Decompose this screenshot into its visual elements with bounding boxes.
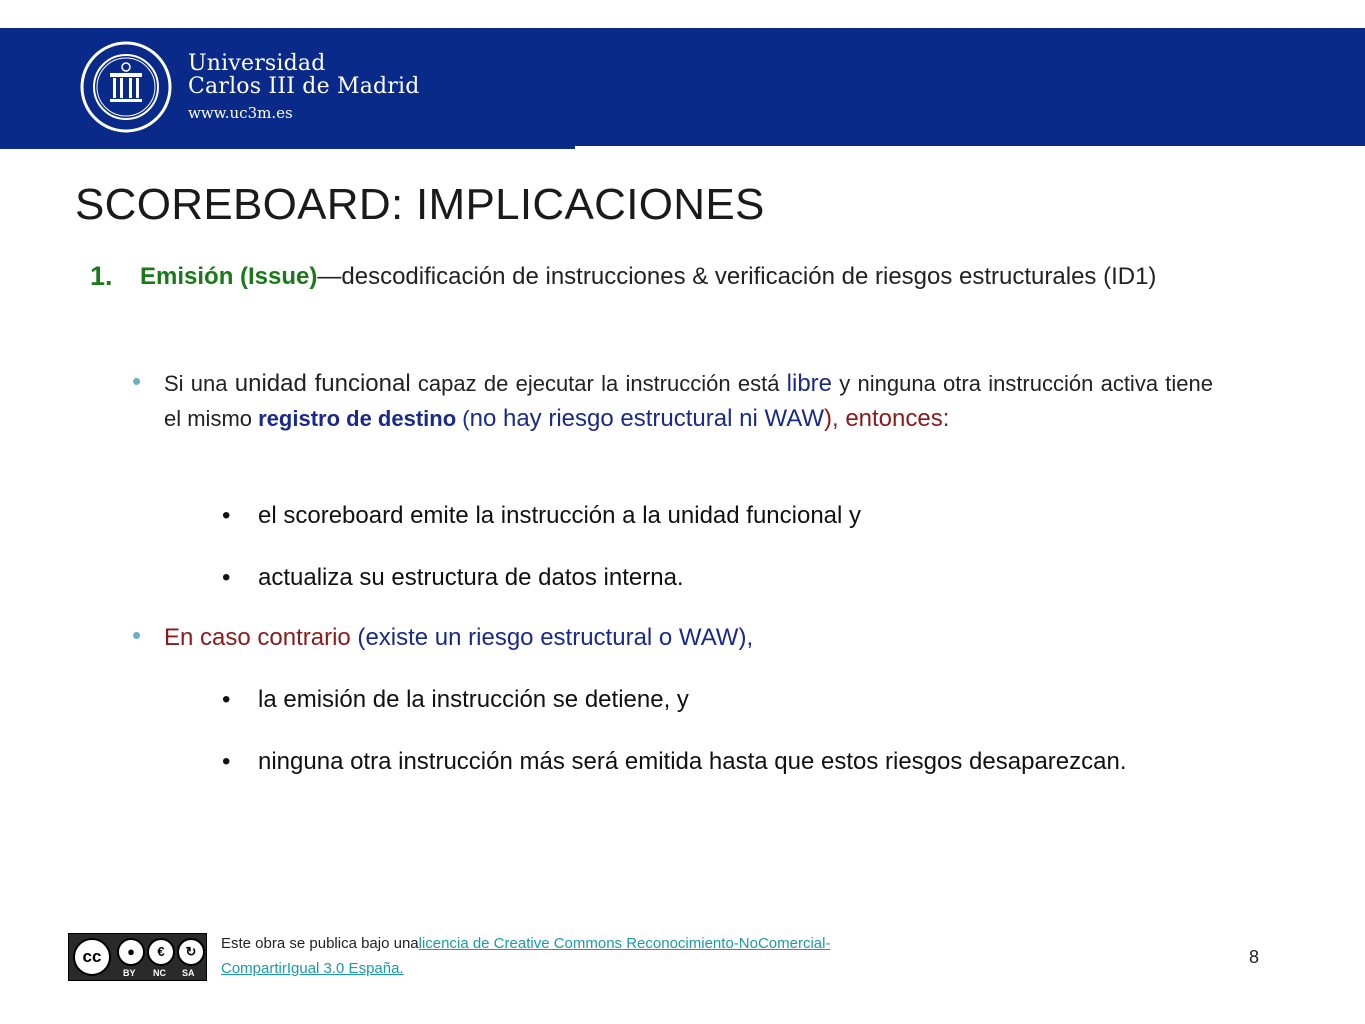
license-prefix: Este obra se publica bajo una [221, 935, 419, 952]
license-text [221, 931, 921, 981]
bullet1-text-c: y ninguna otra instrucción activa tiene el mismo [164, 371, 1214, 431]
bullet-dot-icon: • [132, 366, 142, 396]
bullet2-paren-close: ), [738, 624, 754, 651]
license-link[interactable]: licencia de Creative Commons Reconocimiento-NoComercial-CompartirIgual 3.0 España. [221, 935, 831, 977]
header-underline [0, 146, 575, 149]
bullet1-text-a: Si una [164, 371, 235, 396]
bullet2-en-caso: En caso contrario [164, 624, 351, 651]
slide-title: SCOREBOARD: IMPLICACIONES [75, 180, 765, 229]
sub-bullet-3-text: la emisión de la instrucción se detiene, y [258, 686, 689, 713]
bullet1-no-riesgo: no hay riesgo estructural ni WAW [469, 405, 824, 432]
cc-license-badge[interactable] [68, 933, 207, 981]
sub-bullet-4-text: ninguna otra instrucción más será emitida hasta que estos riesgos desaparezcan. [258, 748, 1127, 775]
sub-bullet-2 [222, 560, 1212, 595]
item1-heading: Emisión (Issue) [140, 263, 318, 290]
bullet2-riesgo: existe un riesgo estructural o WAW [365, 624, 739, 651]
cc-label-sa: SA [182, 968, 195, 978]
bullet1-text-b: capaz de ejecutar la instrucción está [410, 371, 787, 396]
sharealike-icon: ↻ [177, 938, 205, 966]
item1-paragraph [90, 258, 1213, 295]
sub-bullet-1-text: el scoreboard emite la instrucción a la unidad funcional y [258, 502, 862, 529]
cc-label-nc: NC [153, 968, 166, 978]
sub-bullet-icon: • [222, 502, 231, 529]
item1-text: —descodificación de instrucciones & verificación de riesgos estructurales (ID1) [317, 263, 1157, 290]
bullet1-paragraph [132, 366, 1213, 436]
sub-bullet-icon: • [222, 748, 231, 775]
noncommercial-icon: € [147, 938, 175, 966]
item1-number: 1. [90, 261, 113, 291]
sub-bullet-2-text: actualiza su estructura de datos interna. [258, 564, 684, 591]
sub-bullet-icon: • [222, 686, 231, 713]
university-line2: Carlos III de Madrid [188, 74, 420, 100]
cc-icon: cc [73, 938, 111, 976]
university-name [188, 52, 420, 122]
bullet1-paren-open: ( [456, 406, 470, 431]
bullet1-libre: libre [786, 370, 833, 397]
university-website[interactable]: www.uc3m.es [188, 104, 293, 123]
page-number: 8 [1249, 947, 1260, 967]
bullet-dot-icon: • [132, 620, 142, 650]
bullet1-unidad-funcional: unidad funcional [234, 370, 411, 397]
sub-bullet-3 [222, 682, 1212, 717]
attribution-icon: ● [117, 938, 145, 966]
sub-bullet-1 [222, 498, 1212, 533]
university-seal-icon [80, 41, 172, 133]
bullet1-registro-destino: registro de destino [258, 406, 457, 431]
sub-bullet-icon: • [222, 564, 231, 591]
bullet2-paren-open: ( [350, 624, 366, 651]
bullet2-paragraph [132, 620, 1213, 655]
university-line1: Universidad [188, 51, 326, 76]
cc-label-by: BY [123, 968, 136, 978]
bullet1-entonces: ), entonces: [823, 405, 950, 432]
sub-bullet-4 [222, 744, 1212, 779]
